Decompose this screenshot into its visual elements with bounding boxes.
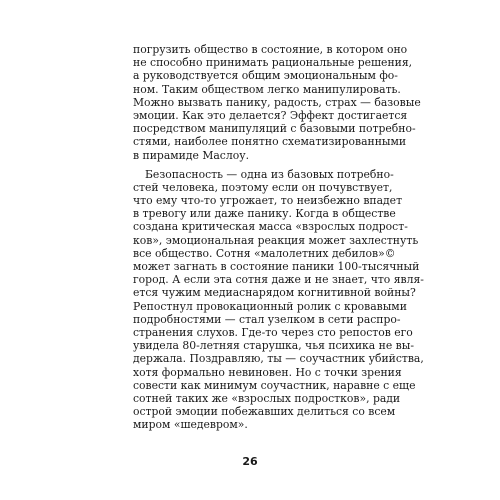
text-line: странения слухов. Где-то через сто репостов его: [133, 325, 413, 339]
text-line: совести как минимум соучастник, наравне с еще: [133, 378, 416, 392]
text-line: что ему что-то угрожает, то неизбежно впадет: [133, 194, 403, 208]
text-line: хотя формально невиновен. Но с точки зрения: [133, 365, 402, 379]
text-line: город. А если эта сотня даже и не знает, что явля-: [133, 273, 424, 287]
text-line: в тревогу или даже панику. Когда в обществе: [133, 207, 396, 221]
text-line: увидела 80-летняя старушка, чья психика не вы-: [133, 339, 414, 353]
text-line: острой эмоции побежавших делиться со всем: [133, 405, 396, 419]
text-line: Репостнул провокационный ролик с кровавыми: [133, 299, 407, 313]
text-line: ков», эмоциональная реакция может захлестнуть: [133, 233, 419, 247]
text-line: все общество. Сотня «малолетних дебилов»©: [133, 246, 396, 260]
text-line: эмоции. Как это делается? Эффект достигается: [133, 108, 408, 122]
text-line: стями, наиболее понятно схематизированными: [133, 135, 407, 149]
paragraph-2: [133, 167, 424, 432]
text-line: посредством манипуляций с базовыми потребно-: [133, 122, 416, 136]
text-line: в пирамиде Маслоу.: [133, 148, 249, 162]
text-line: подробностями — стал узелком в сети распро-: [133, 312, 401, 326]
text-line: ется чужим медиаснарядом когнитивной войны?: [133, 286, 416, 300]
text-line: не способно принимать рациональные решения,: [133, 56, 413, 70]
page-number: 26: [242, 455, 258, 468]
text-line: держала. Поздравляю, ты — соучастник убийства,: [133, 352, 424, 366]
paragraph-1: [133, 43, 421, 162]
text-line: миром «шедевром».: [133, 418, 248, 432]
text-line: ном. Таким обществом легко манипулировать.: [133, 82, 401, 96]
text-line: а руководствуется общим эмоциональным фо-: [133, 69, 398, 83]
text-line: создана критическая масса «взрослых подрост-: [133, 220, 408, 234]
text-line: погрузить общество в состояние, в котором оно: [133, 43, 408, 56]
text-line: сотней таких же «взрослых подростков», ради: [133, 391, 401, 405]
text-line: Безопасность — одна из базовых потребно-: [145, 167, 394, 181]
text-line: стей человека, поэтому если он почувствует,: [133, 180, 393, 194]
body-text: [133, 43, 424, 432]
text-line: Можно вызвать панику, радость, страх — базовые: [133, 95, 421, 109]
text-line: может загнать в состояние паники 100-тысячный: [133, 260, 420, 273]
